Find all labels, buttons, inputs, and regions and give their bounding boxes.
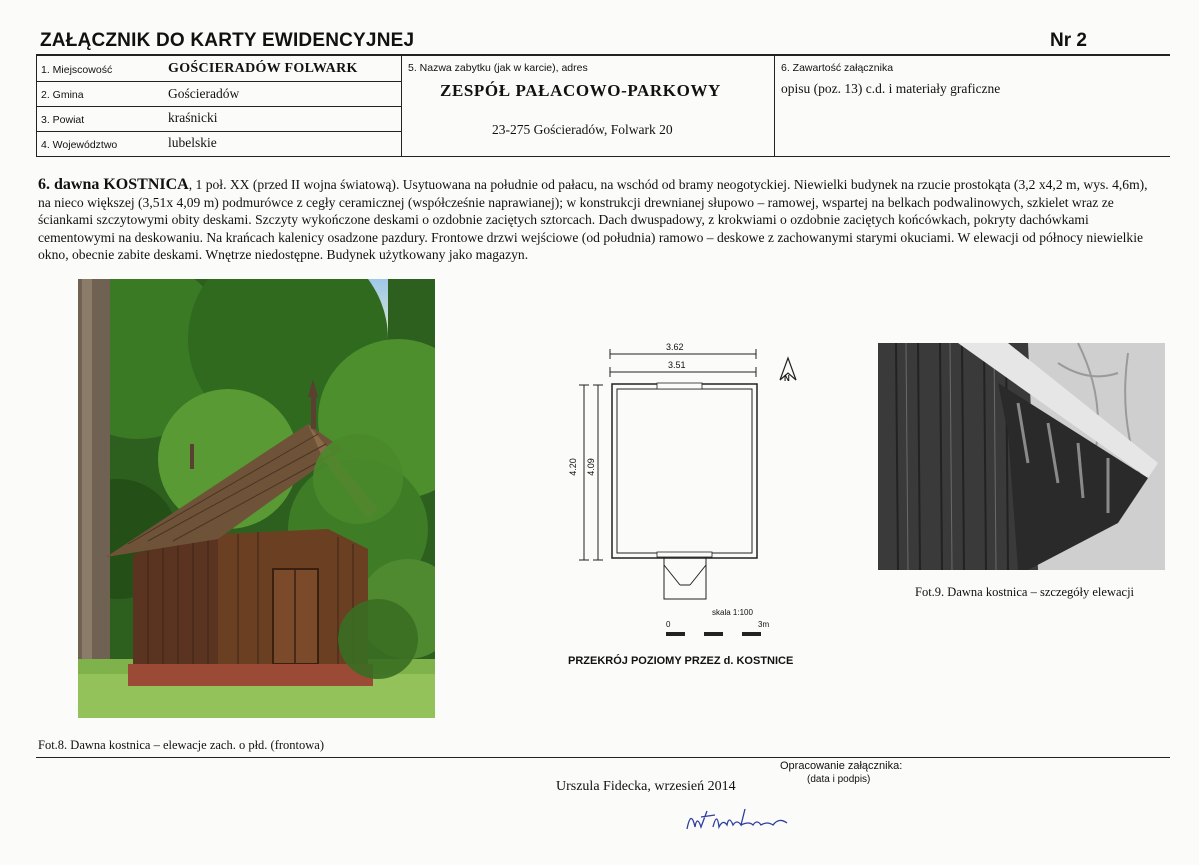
- north-arrow-icon: N: [784, 374, 790, 383]
- dim-outer-width: 3.62: [666, 342, 684, 352]
- row-value-wojewodztwo: lubelskie: [168, 135, 217, 150]
- photo8-caption: Fot.8. Dawna kostnica – elewacje zach. o płd. (frontowa): [38, 738, 325, 752]
- header-rule: [36, 54, 1170, 56]
- monument-name: ZESPÓŁ PAŁACOWO-PARKOWY: [440, 81, 721, 100]
- row-value-powiat: kraśnicki: [168, 110, 218, 125]
- scale-label: skala 1:100: [712, 608, 753, 617]
- row-label-wojewodztwo: 4. Województwo: [41, 139, 118, 151]
- row-label-miejscowosc: 1. Miejscowość: [41, 64, 113, 76]
- attachment-number: Nr 2: [1050, 30, 1087, 51]
- description-heading: 6. dawna KOSTNICA: [38, 176, 189, 193]
- photo-ossuary-elevation: [78, 279, 435, 718]
- content-label: 6. Zawartość załącznika: [781, 62, 894, 74]
- handwritten-signature: [683, 805, 793, 840]
- row-label-gmina: 2. Gmina: [41, 89, 84, 101]
- scale-end: 3m: [758, 620, 770, 629]
- page-title: ZAŁĄCZNIK DO KARTY EWIDENCYJNEJ: [40, 30, 415, 51]
- monument-address: 23-275 Gościeradów, Folwark 20: [492, 122, 673, 137]
- row-value-gmina: Gościeradów: [168, 86, 240, 101]
- scale-start: 0: [666, 620, 671, 629]
- dim-inner-width: 3.51: [668, 360, 686, 370]
- row-value-miejscowosc: GOŚCIERADÓW FOLWARK: [168, 61, 358, 76]
- photo-ossuary-detail: [878, 343, 1165, 570]
- footer-rule: [36, 757, 1170, 758]
- monument-name-label: 5. Nazwa zabytku (jak w karcie), adres: [408, 62, 588, 74]
- floor-plan: [562, 340, 802, 650]
- dim-inner-height: 4.09: [585, 458, 596, 476]
- scale-bar: [666, 632, 780, 636]
- content-value: opisu (poz. 13) c.d. i materiały graficzne: [781, 81, 1001, 96]
- prepared-label: Opracowanie załącznika:: [780, 760, 903, 772]
- author-date: Urszula Fidecka, wrzesień 2014: [556, 779, 736, 794]
- description-text: , 1 poł. XX (przed II wojna światową). Usytuowana na południe od pałacu, na wschód od bramy neogotyckiej. Niewielki budynek na rzucie prostokąta (3,2 x4,2 m, wys. 4,6m), na nieco większej (3,51x 4,09 m) podmurówce z cegły ceramicznej (współcześnie naprawianej); w konstrukcji drewnianej słupowo – ramowej, wspartej na belkach podwalinowych, szkielet wraz ze ściankami szczytowymi obity deskami. Szczyty wykończone deskami o ozdobnie zaciętych sztorcach. Dach dwuspadowy, z krokwiami o ozdobnie zaciętych końcówkach, pokryty dachówkami cementowymi na deskowaniu. Na krańcach kalenicy osadzone pazdury. Frontowe drzwi wejściowe (od południa) ramowo – deskowe z zachowanymi starymi okuciami. W elewacji od północy niewielkie okno, obecnie zabite deskami. Wnętrze niedostępne. Budynek użytkowany jako magazyn.: [38, 177, 1148, 263]
- photo9-caption: Fot.9. Dawna kostnica – szczegóły elewacji: [915, 585, 1135, 599]
- prepared-sub: (data i podpis): [807, 774, 871, 785]
- row-label-powiat: 3. Powiat: [41, 114, 85, 126]
- plan-title: PRZEKRÓJ POZIOMY PRZEZ d. KOSTNICE: [568, 655, 794, 667]
- description: [38, 176, 1158, 264]
- dim-outer-height: 4.20: [567, 458, 578, 476]
